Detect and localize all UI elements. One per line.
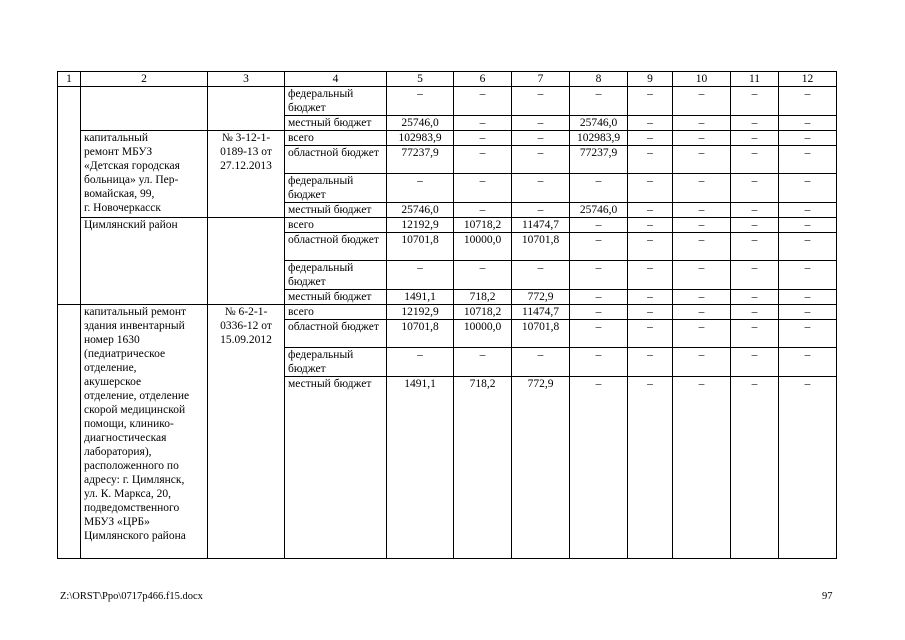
value-cell: – — [731, 348, 779, 377]
value-cell: – — [779, 320, 837, 348]
value-cell: – — [628, 131, 673, 146]
value-cell: – — [673, 131, 731, 146]
value-cell: – — [731, 116, 779, 131]
budget-type-cell: местный бюджет — [285, 290, 387, 305]
value-cell: 10701,8 — [387, 233, 454, 261]
value-cell: – — [628, 320, 673, 348]
value-cell: – — [628, 261, 673, 290]
header-cell: 2 — [81, 72, 208, 87]
value-cell: – — [673, 146, 731, 174]
value-cell: – — [512, 146, 570, 174]
value-cell: – — [454, 116, 512, 131]
value-cell: – — [731, 233, 779, 261]
object-cell — [81, 87, 208, 131]
value-cell: – — [673, 233, 731, 261]
value-cell: – — [673, 203, 731, 218]
value-cell: 10701,8 — [512, 233, 570, 261]
value-cell: – — [779, 116, 837, 131]
value-cell: – — [570, 320, 628, 348]
value-cell: 102983,9 — [387, 131, 454, 146]
object-cell: капитальный ремонт МБУЗ «Детская городская больница» ул. Пер- вомайская, 99, г. Новочеркасск — [81, 131, 208, 218]
value-cell: 1491,1 — [387, 377, 454, 559]
value-cell: – — [673, 116, 731, 131]
value-cell: 12192,9 — [387, 218, 454, 233]
value-cell: – — [512, 203, 570, 218]
number-cell — [58, 305, 81, 559]
document-cell: № 6-2-1- 0336-12 от 15.09.2012 — [208, 305, 285, 559]
value-cell: 25746,0 — [570, 203, 628, 218]
column-number-row — [58, 72, 837, 87]
value-cell: – — [570, 377, 628, 559]
value-cell: – — [454, 203, 512, 218]
header-cell: 8 — [570, 72, 628, 87]
table-row — [58, 87, 837, 116]
value-cell: 12192,9 — [387, 305, 454, 320]
value-cell: – — [673, 174, 731, 203]
value-cell: – — [454, 261, 512, 290]
budget-table — [57, 71, 837, 559]
value-cell: – — [387, 174, 454, 203]
value-cell: – — [731, 146, 779, 174]
value-cell: – — [673, 320, 731, 348]
value-cell: – — [387, 87, 454, 116]
value-cell: 772,9 — [512, 290, 570, 305]
value-cell: – — [731, 218, 779, 233]
table-row — [58, 218, 837, 233]
value-cell: 102983,9 — [570, 131, 628, 146]
budget-type-cell: областной бюджет — [285, 146, 387, 174]
budget-type-cell: всего — [285, 305, 387, 320]
value-cell: 718,2 — [454, 377, 512, 559]
value-cell: – — [512, 348, 570, 377]
value-cell: – — [673, 290, 731, 305]
object-cell: Цимлянский район — [81, 218, 208, 305]
value-cell: 25746,0 — [387, 116, 454, 131]
value-cell: 77237,9 — [570, 146, 628, 174]
value-cell: – — [454, 131, 512, 146]
number-cell — [58, 87, 81, 305]
value-cell: – — [512, 116, 570, 131]
value-cell: – — [570, 348, 628, 377]
value-cell: 25746,0 — [570, 116, 628, 131]
value-cell: – — [454, 348, 512, 377]
value-cell: 10000,0 — [454, 320, 512, 348]
value-cell: – — [628, 116, 673, 131]
value-cell: – — [454, 174, 512, 203]
value-cell: – — [779, 146, 837, 174]
value-cell: – — [628, 377, 673, 559]
value-cell: – — [628, 174, 673, 203]
value-cell: 10701,8 — [387, 320, 454, 348]
budget-type-cell: федеральный бюджет — [285, 261, 387, 290]
header-cell: 6 — [454, 72, 512, 87]
header-cell: 7 — [512, 72, 570, 87]
value-cell: – — [731, 131, 779, 146]
value-cell: 10701,8 — [512, 320, 570, 348]
value-cell: 10718,2 — [454, 305, 512, 320]
value-cell: – — [454, 146, 512, 174]
value-cell: – — [779, 305, 837, 320]
value-cell: – — [454, 87, 512, 116]
value-cell: 1491,1 — [387, 290, 454, 305]
value-cell: – — [779, 87, 837, 116]
value-cell: – — [779, 290, 837, 305]
value-cell: – — [570, 233, 628, 261]
value-cell: – — [628, 290, 673, 305]
value-cell: – — [628, 203, 673, 218]
value-cell: – — [570, 305, 628, 320]
table-row — [58, 131, 837, 146]
value-cell: – — [779, 233, 837, 261]
budget-type-cell: областной бюджет — [285, 320, 387, 348]
budget-type-cell: федеральный бюджет — [285, 174, 387, 203]
value-cell: – — [570, 87, 628, 116]
value-cell: – — [628, 146, 673, 174]
value-cell: – — [673, 218, 731, 233]
value-cell: – — [779, 218, 837, 233]
budget-type-cell: областной бюджет — [285, 233, 387, 261]
value-cell: – — [387, 348, 454, 377]
header-cell: 11 — [731, 72, 779, 87]
value-cell: – — [731, 174, 779, 203]
value-cell: – — [731, 203, 779, 218]
header-cell: 3 — [208, 72, 285, 87]
value-cell: – — [570, 261, 628, 290]
header-cell: 5 — [387, 72, 454, 87]
object-cell: капитальный ремонт здания инвентарный номер 1630 (педиатрическое отделение, акушерское отделение, отделение скорой медицинской помощи, клинико- диагностическая лаборатория), расположенного по адресу: г. Цимлянск, ул. К. Маркса, 20, подведомственного МБУЗ «ЦРБ» Цимлянского района — [81, 305, 208, 559]
value-cell: – — [779, 377, 837, 559]
document-cell: № 3-12-1- 0189-13 от 27.12.2013 — [208, 131, 285, 218]
footer-page-number: 97 — [822, 591, 833, 602]
table-row — [58, 305, 837, 320]
value-cell: – — [628, 218, 673, 233]
value-cell: – — [731, 377, 779, 559]
header-cell: 10 — [673, 72, 731, 87]
value-cell: – — [387, 261, 454, 290]
value-cell: – — [731, 261, 779, 290]
value-cell: – — [673, 348, 731, 377]
value-cell: – — [512, 174, 570, 203]
footer-file-path: Z:\ORST\Ppo\0717p466.f15.docx — [60, 591, 203, 602]
value-cell: – — [779, 203, 837, 218]
value-cell: – — [779, 174, 837, 203]
budget-type-cell: местный бюджет — [285, 377, 387, 559]
value-cell: – — [779, 131, 837, 146]
value-cell: 772,9 — [512, 377, 570, 559]
value-cell: 25746,0 — [387, 203, 454, 218]
value-cell: 10000,0 — [454, 233, 512, 261]
value-cell: – — [779, 348, 837, 377]
document-cell — [208, 218, 285, 305]
value-cell: – — [673, 261, 731, 290]
value-cell: 77237,9 — [387, 146, 454, 174]
value-cell: – — [731, 320, 779, 348]
value-cell: – — [628, 305, 673, 320]
header-cell: 9 — [628, 72, 673, 87]
value-cell: – — [512, 87, 570, 116]
value-cell: – — [673, 87, 731, 116]
header-cell: 4 — [285, 72, 387, 87]
value-cell: 11474,7 — [512, 218, 570, 233]
value-cell: – — [628, 87, 673, 116]
header-cell: 12 — [779, 72, 837, 87]
value-cell: 10718,2 — [454, 218, 512, 233]
value-cell: – — [628, 233, 673, 261]
budget-type-cell: местный бюджет — [285, 203, 387, 218]
budget-type-cell: местный бюджет — [285, 116, 387, 131]
header-cell: 1 — [58, 72, 81, 87]
budget-type-cell: федеральный бюджет — [285, 348, 387, 377]
value-cell: – — [570, 218, 628, 233]
document-cell — [208, 87, 285, 131]
budget-type-cell: всего — [285, 218, 387, 233]
value-cell: – — [512, 261, 570, 290]
value-cell: – — [779, 261, 837, 290]
value-cell: – — [570, 290, 628, 305]
budget-type-cell: всего — [285, 131, 387, 146]
value-cell: – — [628, 348, 673, 377]
value-cell: – — [673, 377, 731, 559]
value-cell: – — [731, 305, 779, 320]
value-cell: – — [673, 305, 731, 320]
value-cell: – — [570, 174, 628, 203]
budget-type-cell: федеральный бюджет — [285, 87, 387, 116]
value-cell: – — [512, 131, 570, 146]
value-cell: 718,2 — [454, 290, 512, 305]
value-cell: – — [731, 290, 779, 305]
value-cell: – — [731, 87, 779, 116]
value-cell: 11474,7 — [512, 305, 570, 320]
